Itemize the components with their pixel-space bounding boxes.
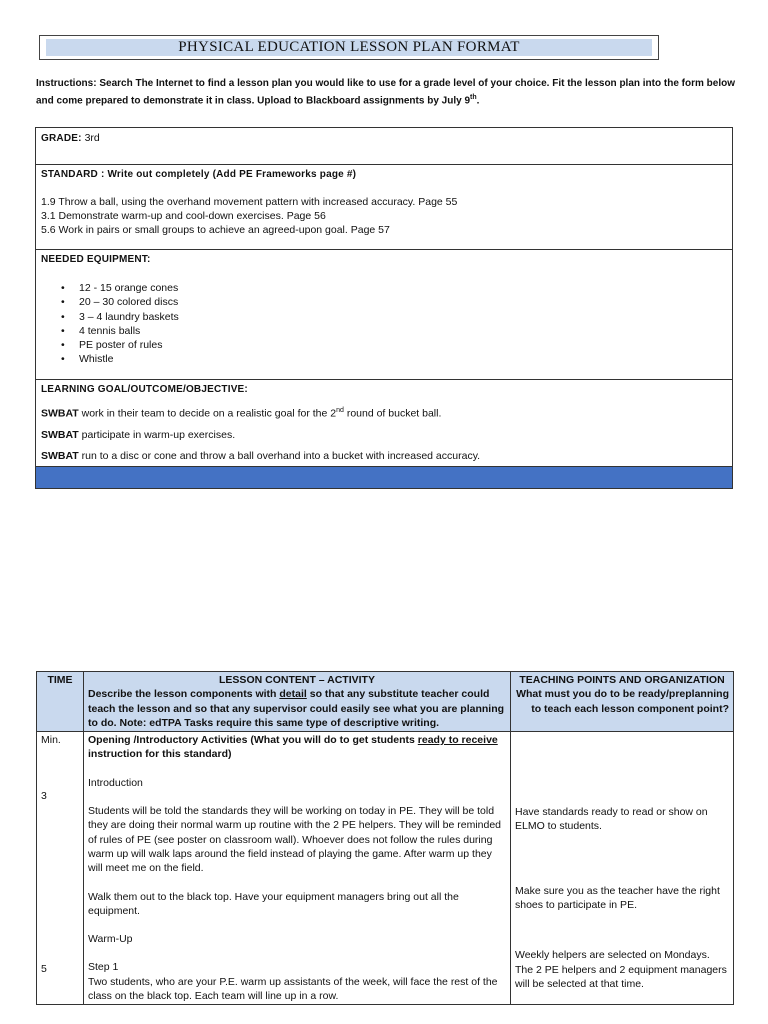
teaching-point: Weekly helpers are selected on Mondays. The 2 PE helpers and 2 equipment managers will be selected at that time. [515, 949, 727, 990]
grade-label: GRADE: [41, 133, 82, 144]
instructions-text: Instructions: Search The Internet to find a lesson plan you would like to use for a grade level of your choice. Fit the lesson plan into the form below and come prepared to demonstrate it in class. Upload to Blackboard assignments by July 9 [36, 78, 735, 107]
time-header: TIME [37, 672, 84, 732]
goal-item: SWBAT participate in warm-up exercises. [41, 428, 236, 441]
equipment-item: • 20 – 30 colored discs [79, 295, 727, 309]
equipment-label: NEEDED EQUIPMENT: [41, 254, 151, 265]
equipment-item: • 3 – 4 laundry baskets [79, 310, 727, 324]
lesson-table [36, 671, 734, 1005]
standard-item: 3.1 Demonstrate warm-up and cool-down exercises. Page 56 [41, 210, 326, 222]
teaching-column [511, 732, 734, 1005]
warmup-label: Warm-Up [88, 933, 133, 946]
goals-label: LEARNING GOAL/OUTCOME/OBJECTIVE: [41, 384, 248, 395]
walk-text: Walk them out to the black top. Have your equipment managers bring out all the equipment. [88, 890, 459, 917]
equipment-list [41, 281, 727, 367]
instructions [36, 77, 736, 108]
content-header: LESSON CONTENT – ACTIVITY Describe the lesson components with detail so that any substitute teacher could teach the lesson and so that any supervisor could easily see what you are planning to do. Note: edTPA Tasks require this same type of descriptive writing. [84, 672, 511, 732]
plan-table [35, 127, 733, 489]
equipment-item: • PE poster of rules [79, 338, 727, 352]
goal-item: SWBAT work in their team to decide on a realistic goal for the 2nd round of bucket ball. [41, 407, 442, 420]
standard-item: 5.6 Work in pairs or small groups to achieve an agreed-upon goal. Page 57 [41, 224, 390, 236]
document-title: PHYSICAL EDUCATION LESSON PLAN FORMAT [46, 39, 652, 56]
equipment-item: • 4 tennis balls [79, 324, 727, 338]
standard-item: 1.9 Throw a ball, using the overhand movement pattern with increased accuracy. Page 55 [41, 196, 458, 208]
step-label: Step 1 [88, 961, 119, 974]
title-box [39, 35, 659, 60]
plan-footer-bar [36, 467, 732, 488]
step-text: Two students, who are your P.E. warm up assistants of the week, will face the rest of the class on the black top. Each team will line up in a row. [88, 975, 498, 1003]
goal-item: SWBAT run to a disc or cone and throw a ball overhand into a bucket with increased accuracy. [41, 449, 481, 462]
grade-value: 3rd [84, 132, 100, 144]
teaching-header: TEACHING POINTS AND ORGANIZATION What must you do to be ready/preplanning to teach each lesson component point? [511, 672, 734, 732]
teaching-point: Make sure you as the teacher have the right shoes to participate in PE. [515, 884, 720, 912]
equipment-item: • Whistle [79, 352, 727, 366]
lesson-body-row [37, 732, 734, 1005]
content-column: Opening /Introductory Activities (What you will do to get students ready to receive instruction for this standard) Introduction Students will be told the standards they will be working on today in PE. They will be told they are doing their normal warm up routine with the 2 PE helpers. They will be reminded of rules of PE (see poster on classroom wall). Whoever does not follow the rules during warm up will walk laps around the field instead of playing the game. After warm up they will meet me on the field. Walk them out to the black top. Have your equipment managers bring out all the equipment. Warm-Up Step 1 Two students, who are your P.E. warm up assistants of the week, will face the rest of the class on the black top. Each team will line up in a row. [84, 732, 511, 1005]
lesson-header-row [37, 672, 734, 732]
intro-text: Students will be told the standards they will be working on today in PE. They will be told they are doing their normal warm up routine with the 2 PE helpers. They will be reminded of rules of PE (see poster on classroom wall). Whoever does not follow the rules during warm up will walk laps around the field instead of playing the game. After warm up they will meet me on the field. [88, 805, 502, 875]
equipment-item: • 12 - 15 orange cones [79, 281, 727, 295]
equipment-section [36, 250, 732, 380]
instructions-sup: th [470, 94, 477, 101]
standard-section [36, 165, 732, 250]
intro-label: Introduction [88, 776, 143, 789]
instructions-end: . [476, 95, 480, 107]
goals-section [36, 380, 732, 467]
standard-label: STANDARD : Write out completely (Add PE Frameworks page #) [41, 169, 357, 180]
time-column: Min. 3 5 [37, 732, 84, 1005]
teaching-point: Have standards ready to read or show on ELMO to students. [515, 806, 708, 833]
grade-section [36, 128, 732, 165]
